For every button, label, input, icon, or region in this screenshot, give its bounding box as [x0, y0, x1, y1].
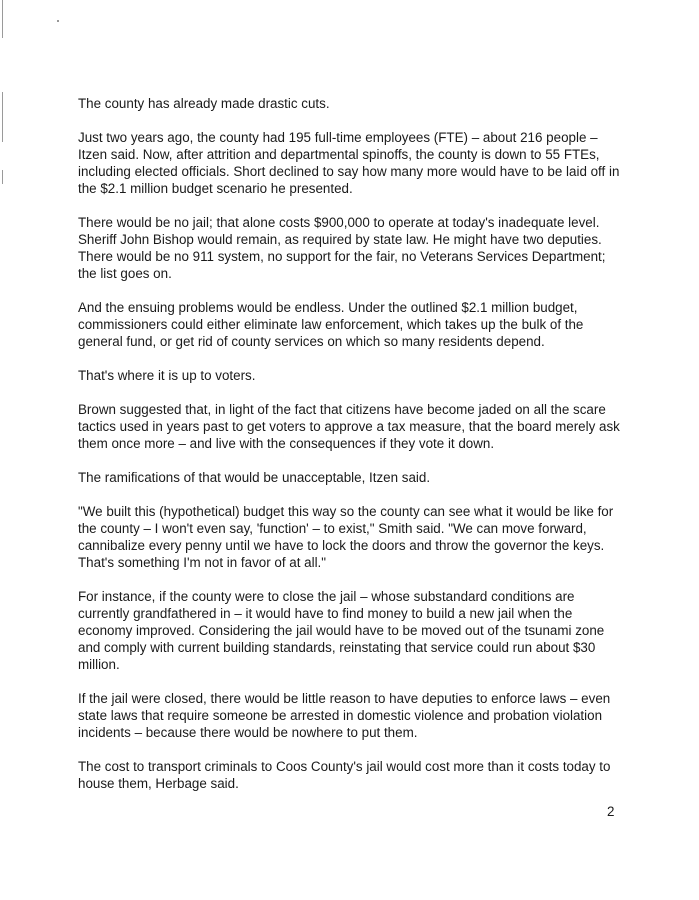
paragraph: The cost to transport criminals to Coos County's jail would cost more than it costs today to house them, Herbage said.	[78, 759, 611, 791]
paragraph: That's where it is up to voters.	[78, 368, 256, 383]
paragraph: If the jail were closed, there would be little reason to have deputies to enforce laws – even state laws that require someone be arrested in domestic violence and probation violation incidents – because there would be nowhere to put them.	[78, 691, 611, 740]
paragraph: And the ensuing problems would be endless. Under the outlined $2.1 million budget, commissioners could either eliminate law enforcement, which takes up the bulk of the general fund, or get rid of county services on which so many residents depend.	[78, 300, 584, 349]
paragraph: There would be no jail; that alone costs $900,000 to operate at today's inadequate level. Sheriff John Bishop would remain, as required by state law. He might have two deputies. There would be no 911 system, no support for the fair, no Veterans Services Department; the list goes on.	[78, 215, 606, 281]
scan-border-line	[2, 92, 3, 142]
scan-border-line	[2, 170, 3, 184]
paragraph: The county has already made drastic cuts.	[78, 96, 330, 111]
document-body	[78, 95, 623, 809]
paragraph: For instance, if the county were to close the jail – whose substandard conditions are currently grandfathered in – it would have to find money to build a new jail when the economy improved. Considering the jail would have to be moved out of the tsunami zone and comply with current building standards, reinstating that service could run about $30 million.	[78, 589, 605, 672]
paragraph: Brown suggested that, in light of the fact that citizens have become jaded on all the scare tactics used in years past to get voters to approve a tax measure, that the board merely ask them once more – and live with the consequences if they vote it down.	[78, 402, 620, 451]
paragraph: Just two years ago, the county had 195 full-time employees (FTE) – about 216 people – Itzen said. Now, after attrition and departmental spinoffs, the county is down to 55 FTEs, including elected officials. Short declined to say how many more would have to be laid off in the $2.1 million budget scenario he presented.	[78, 130, 620, 196]
page-number: 2	[607, 804, 615, 819]
scan-speck	[57, 20, 59, 22]
paragraph: "We built this (hypothetical) budget this way so the county can see what it would be like for the county – I won't even say, 'function' – to exist," Smith said. "We can move forward, cannibalize every penny until we have to lock the doors and throw the governor the keys. That's something I'm not in favor of at all."	[78, 504, 614, 570]
scan-border-line	[2, 0, 3, 38]
paragraph: The ramifications of that would be unacceptable, Itzen said.	[78, 470, 431, 485]
